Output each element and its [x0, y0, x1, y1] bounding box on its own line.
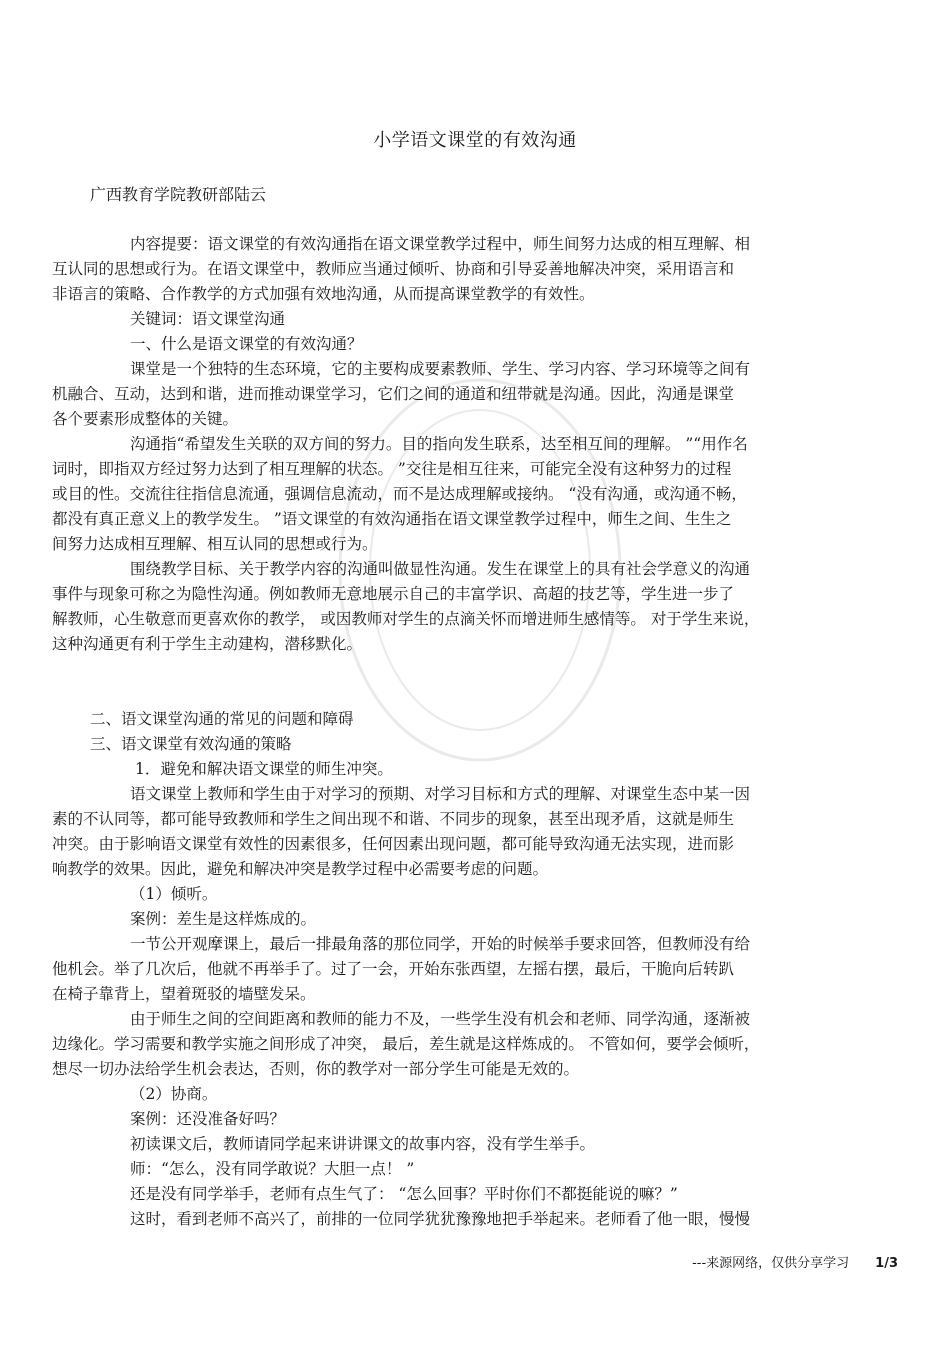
- paragraph-line: 想尽一切办法给学生机会表达，否则，你的教学对一部分学生可能是无效的。: [52, 1060, 580, 1078]
- page-number: 1/3: [875, 1256, 898, 1271]
- paragraph-line: 师：“怎么，没有同学敢说？大胆一点！ ”: [130, 1160, 415, 1178]
- abstract-line: 互认同的思想或行为。在语文课堂中，教师应当通过倾听、协商和引导妥善地解决冲突，采用语言和: [52, 260, 735, 278]
- subsection-heading: 1．避免和解决语文课堂的师生冲突。: [135, 760, 393, 778]
- footer-source: ---来源网络，仅供分享学习: [692, 1256, 850, 1271]
- paragraph-line: 一节公开观摩课上，最后一排最角落的那位同学，开始的时候举手要求回答，但教师没有给: [130, 935, 751, 953]
- case-title: 案例：差生是这样炼成的。: [130, 910, 317, 928]
- paragraph-line: 初读课文后，教师请同学起来讲讲课文的故事内容，没有学生举手。: [130, 1135, 596, 1153]
- paragraph-line: 这时，看到老师不高兴了，前排的一位同学犹犹豫豫地把手举起来。老师看了他一眼，慢慢: [130, 1210, 751, 1228]
- section-heading: 二、语文课堂沟通的常见的问题和障碍: [90, 710, 354, 728]
- paragraph-line: 事件与现象可称之为隐性沟通。例如教师无意地展示自己的丰富学识、高超的技艺等，学生进一步了: [52, 585, 735, 603]
- paragraph-line: 冲突。由于影响语文课堂有效性的因素很多，任何因素出现问题，都可能导致沟通无法实现，进而影: [52, 835, 735, 853]
- paragraph-line: 词时，即指双方经过努力达到了相互理解的状态。 ”交往是相互往来，可能完全没有这种努力的过程: [52, 460, 732, 478]
- abstract-line: 内容提要：语文课堂的有效沟通指在语文课堂教学过程中，师生间努力达成的相互理解、相: [130, 235, 751, 253]
- document-title: 小学语文课堂的有效沟通: [373, 130, 577, 151]
- paragraph-line: 都没有真正意义上的教学发生。 ”语文课堂的有效沟通指在语文课堂教学过程中，师生之间、生生之: [52, 510, 732, 528]
- paragraph-line: 他机会。举了几次后，他就不再举手了。过了一会，开始东张西望，左摇右摆，最后，干脆向后转趴: [52, 960, 735, 978]
- paragraph-line: 语文课堂上教师和学生由于对学习的预期、对学习目标和方式的理解、对课堂生态中某一因: [130, 785, 751, 803]
- paragraph-line: 在椅子靠背上，望着斑驳的墙壁发呆。: [52, 985, 316, 1003]
- paragraph-line: 边缘化。学习需要和教学实施之间形成了冲突， 最后，差生就是这样炼成的。 不管如何，要学会倾听，: [52, 1035, 760, 1053]
- author-line: 广西教育学院教研部陆云: [90, 185, 267, 204]
- paragraph-line: 素的不认同等，都可能导致教师和学生之间出现不和谐、不同步的现象，甚至出现矛盾，这就是师生: [52, 810, 735, 828]
- case-title: 案例：还没准备好吗？: [130, 1110, 286, 1128]
- section-heading: 一、什么是语文课堂的有效沟通？: [130, 335, 363, 353]
- subsection-heading: （2）协商。: [130, 1085, 218, 1103]
- paragraph-line: 各个要素形成整体的关键。: [52, 410, 239, 428]
- paragraph-line: 或目的性。交流往往指信息流通，强调信息流动，而不是达成理解或接纳。 “没有沟通，或沟通不畅，: [52, 485, 747, 503]
- paragraph-line: 由于师生之间的空间距离和教师的能力不及，一些学生没有机会和老师、同学沟通，逐渐被: [130, 1010, 751, 1028]
- section-heading: 三、语文课堂有效沟通的策略: [90, 735, 292, 753]
- paragraph-line: 沟通指“希望发生关联的双方间的努力。目的指向发生联系，达至相互间的理解。 ”“用作名: [130, 435, 748, 453]
- paragraph-line: 响教学的效果。因此，避免和解决冲突是教学过程中必需要考虑的问题。: [52, 860, 549, 878]
- paragraph-line: 这种沟通更有利于学生主动建构，潜移默化。: [52, 635, 363, 653]
- paragraph-line: 还是没有同学举手，老师有点生气了： “怎么回事？平时你们不都挺能说的嘛？”: [130, 1185, 678, 1203]
- keywords-line: 关键词：语文课堂沟通: [130, 310, 286, 328]
- page-footer: [692, 1252, 898, 1271]
- paragraph-line: 机融合、互动，达到和谐，进而推动课堂学习，它们之间的通道和纽带就是沟通。因此，沟通是课堂: [52, 385, 735, 403]
- abstract-line: 非语言的策略、合作教学的方式加强有效地沟通，从而提高课堂教学的有效性。: [52, 285, 595, 303]
- subsection-heading: （1）倾听。: [130, 885, 218, 903]
- paragraph-line: 课堂是一个独特的生态环境，它的主要构成要素教师、学生、学习内容、学习环境等之间有: [130, 360, 751, 378]
- paragraph-line: 解教师，心生敬意而更喜欢你的教学， 或因教师对学生的点滴关怀而增进师生感情等。 对于学生来说，: [52, 610, 760, 628]
- paragraph-line: 间努力达成相互理解、相互认同的思想或行为。: [52, 535, 378, 553]
- paragraph-line: 围绕教学目标、关于教学内容的沟通叫做显性沟通。发生在课堂上的具有社会学意义的沟通: [130, 560, 751, 578]
